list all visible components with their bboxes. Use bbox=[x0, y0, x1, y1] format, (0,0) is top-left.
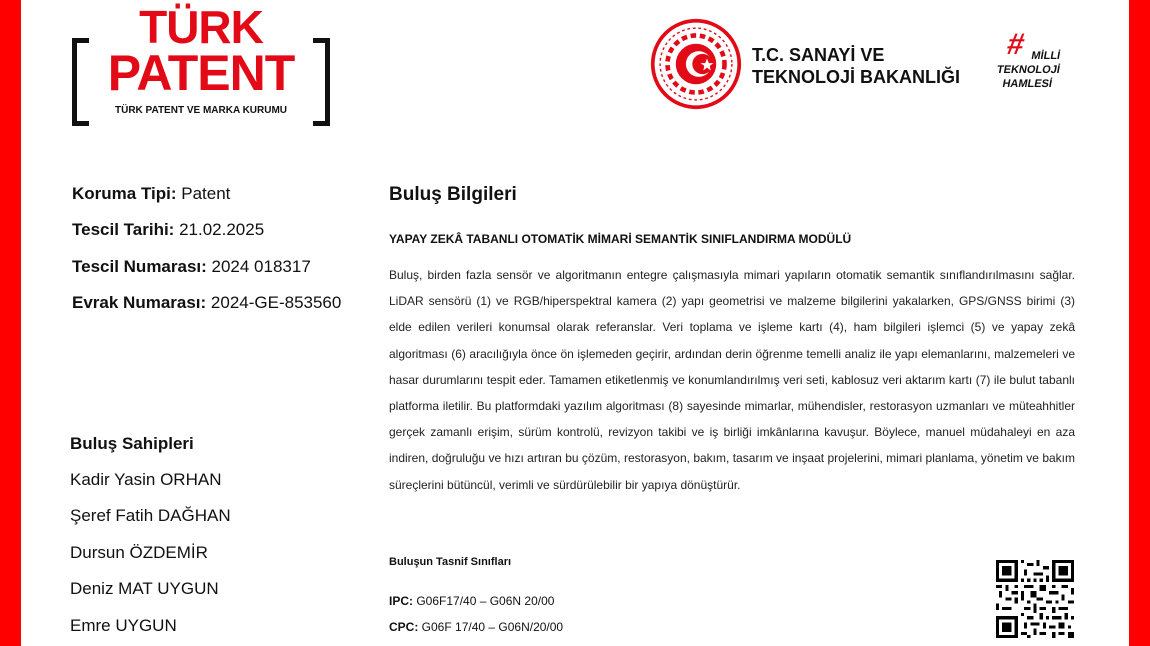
teknoloji-text: TEKNOLOJİ bbox=[995, 64, 1061, 76]
milli-text: MİLLİ bbox=[1030, 50, 1062, 62]
ipc-label: IPC: bbox=[389, 594, 413, 608]
cpc-label: CPC: bbox=[389, 620, 419, 634]
owner-name: Dursun ÖZDEMİR bbox=[70, 543, 208, 562]
owner-name: Kadir Yasin ORHAN bbox=[70, 470, 222, 489]
protection-type bbox=[72, 184, 230, 204]
cpc-value: G06F 17/40 – G06N/20/00 bbox=[418, 620, 564, 634]
registration-number bbox=[72, 257, 311, 277]
owner-name: Şeref Fatih DAĞHAN bbox=[70, 506, 231, 525]
owners-heading: Buluş Sahipleri bbox=[70, 434, 194, 453]
cpc-classification bbox=[389, 620, 563, 634]
left-red-border bbox=[0, 0, 21, 646]
document-number bbox=[72, 293, 341, 313]
right-red-border bbox=[1129, 0, 1150, 646]
ipc-classification bbox=[389, 594, 554, 608]
invention-title: YAPAY ZEKÂ TABANLI OTOMATİK MİMARİ SEMANTİK SINIFLANDIRMA MODÜLÜ bbox=[389, 232, 852, 246]
registration-number-value: 2024 018317 bbox=[206, 257, 311, 276]
logo-turk-text: TÜRK bbox=[139, 1, 263, 53]
qr-code-icon[interactable] bbox=[996, 560, 1074, 638]
milli-teknoloji-logo bbox=[990, 28, 1077, 96]
turk-patent-logo bbox=[72, 1, 330, 120]
protection-type-label: Koruma Tipi: bbox=[72, 184, 177, 203]
logo-patent-text: PATENT bbox=[107, 45, 295, 101]
logo-subtitle: TÜRK PATENT VE MARKA KURUMU bbox=[114, 105, 288, 116]
registration-date-label: Tescil Tarihi: bbox=[72, 220, 175, 239]
registration-number-label: Tescil Numarası: bbox=[72, 257, 207, 276]
registration-date-value: 21.02.2025 bbox=[174, 220, 265, 239]
ministry-seal-icon bbox=[650, 18, 742, 110]
ministry-line-2: TEKNOLOJİ BAKANLIĞI bbox=[752, 67, 961, 87]
invention-abstract: Buluş, birden fazla sensör ve algoritmanın entegre çalışmasıyla mimari yapıların otomatik semantik sınıflandırılmasını sağlar. LiDAR sensörü (1) ve RGB/hiperspektral kamera (2) yapı geometrisi ve malzeme bilgilerini yakalarken, GPS/GNSS birimi (3) elde edilen verileri konumsal olarak referanslar. Veri toplama ve işleme kartı (4), ham bilgileri işlemci (5) ve yapay zekâ algoritması (6) aracılığıyla önce ön işlemeden geçirir, ardından derin öğrenme temelli analiz ile yapı elemanlarını, malzemeleri ve hasar durumlarını tespit eder. Tamamen etiketlenmiş ve konumlandırılmış veri seti, kablosuz veri aktarım kartı (7) ile bulut tabanlı platforma iletilir. Bu platformdaki yazılım algoritması (8) sayesinde mimarlar, mühendisler, restorasyon uzmanları ve müteahhitler gerçek zamanlı erişim, sürüm kontrolü, revizyon takibi ve iş birliği imkânlarına kavuşur. Böylece, manuel müdahaleyi en aza indiren, doğruluğu ve hızı artıran bu çözüm, restorasyon, bakım, tasarım ve inşaat projelerini, mimari planlama, yönetim ve bakım süreçlerini bütüncül, verimli ve sürdürülebilir bir yapıya dönüştürür. bbox=[389, 268, 1075, 492]
document-number-value: 2024-GE-853560 bbox=[206, 293, 342, 312]
hamlesi-text: HAMLESİ bbox=[1001, 78, 1054, 90]
document-number-label: Evrak Numarası: bbox=[72, 293, 207, 312]
owner-name: Emre UYGUN bbox=[70, 616, 177, 635]
ipc-value: G06F17/40 – G06N 20/00 bbox=[413, 594, 555, 608]
classification-heading: Buluşun Tasnif Sınıfları bbox=[389, 556, 512, 568]
protection-type-value: Patent bbox=[176, 184, 231, 203]
registration-date bbox=[72, 220, 264, 240]
hashtag-icon: # bbox=[1004, 28, 1028, 61]
ministry-name bbox=[752, 44, 960, 88]
ministry-line-1: T.C. SANAYİ VE bbox=[752, 45, 885, 65]
invention-section-title: Buluş Bilgileri bbox=[389, 184, 517, 205]
owner-name: Deniz MAT UYGUN bbox=[70, 579, 219, 598]
